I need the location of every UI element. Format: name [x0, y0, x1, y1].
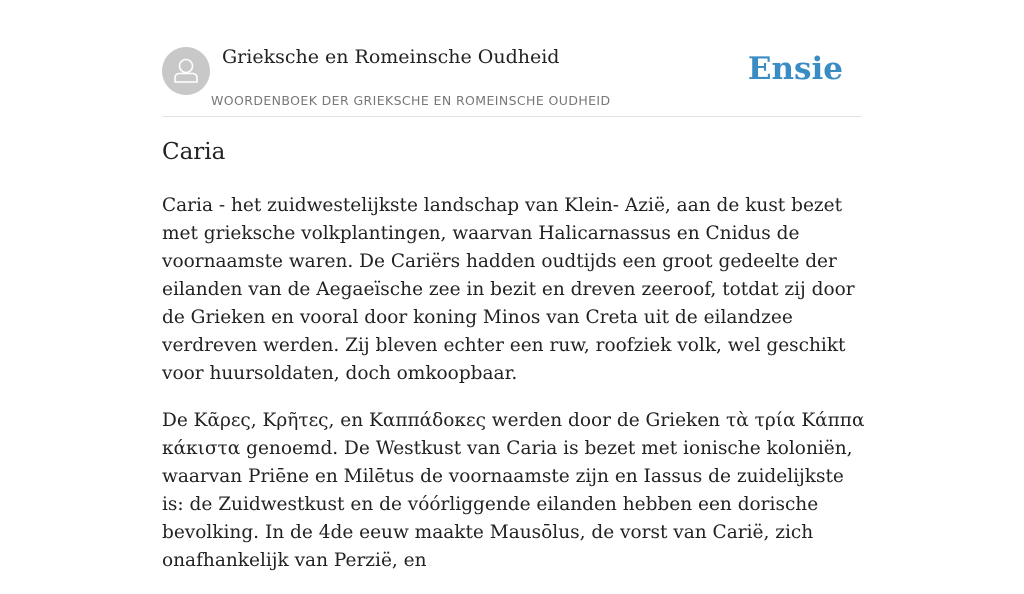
- header: [162, 46, 862, 117]
- entry-paragraph: Caria - het zuidwestelijkste landschap van Klein- Azië, aan de kust bezet met grieksche volkplantingen, waarvan Halicarnassus en Cnidus de voornaamste waren. De Cariërs hadden oudtijds een groot gedeelte der eilanden van de Aegaeïsche zee in bezit en dreven zeeroof, totdat zij door de Grieken en vooral door koning Minos van Creta uit de eilandzee verdreven werden. Zij bleven echter een ruw, roofziek volk, wel geschikt voor huursoldaten, doch omkoopbaar.: [162, 195, 855, 384]
- entry-content: [162, 192, 866, 594]
- user-icon: [162, 47, 210, 95]
- entry-title: Caria: [162, 139, 226, 165]
- avatar[interactable]: [162, 47, 210, 95]
- ensie-logo[interactable]: Ensie: [747, 51, 843, 87]
- source-subtitle: WOORDENBOEK DER GRIEKSCHE EN ROMEINSCHE OUDHEID: [211, 93, 611, 108]
- source-title-link[interactable]: Grieksche en Romeinsche Oudheid: [222, 46, 560, 68]
- entry-paragraph: De Κᾶρες, Κρῆτες, en Καππάδοκες werden door de Grieken τὰ τρία Κάππα κάκιστα genoemd. De Westkust van Caria is bezet met ionische koloniën, waarvan Priēne en Milētus de voornaamste zijn en Iassus de zuidelijkste is: de Zuidwestkust en de vóórliggende eilanden hebben een dorische bevolking. In de 4de eeuw maakte Mausōlus, de vorst van Carië, zich onafhankelijk van Perzië, en: [162, 410, 865, 571]
